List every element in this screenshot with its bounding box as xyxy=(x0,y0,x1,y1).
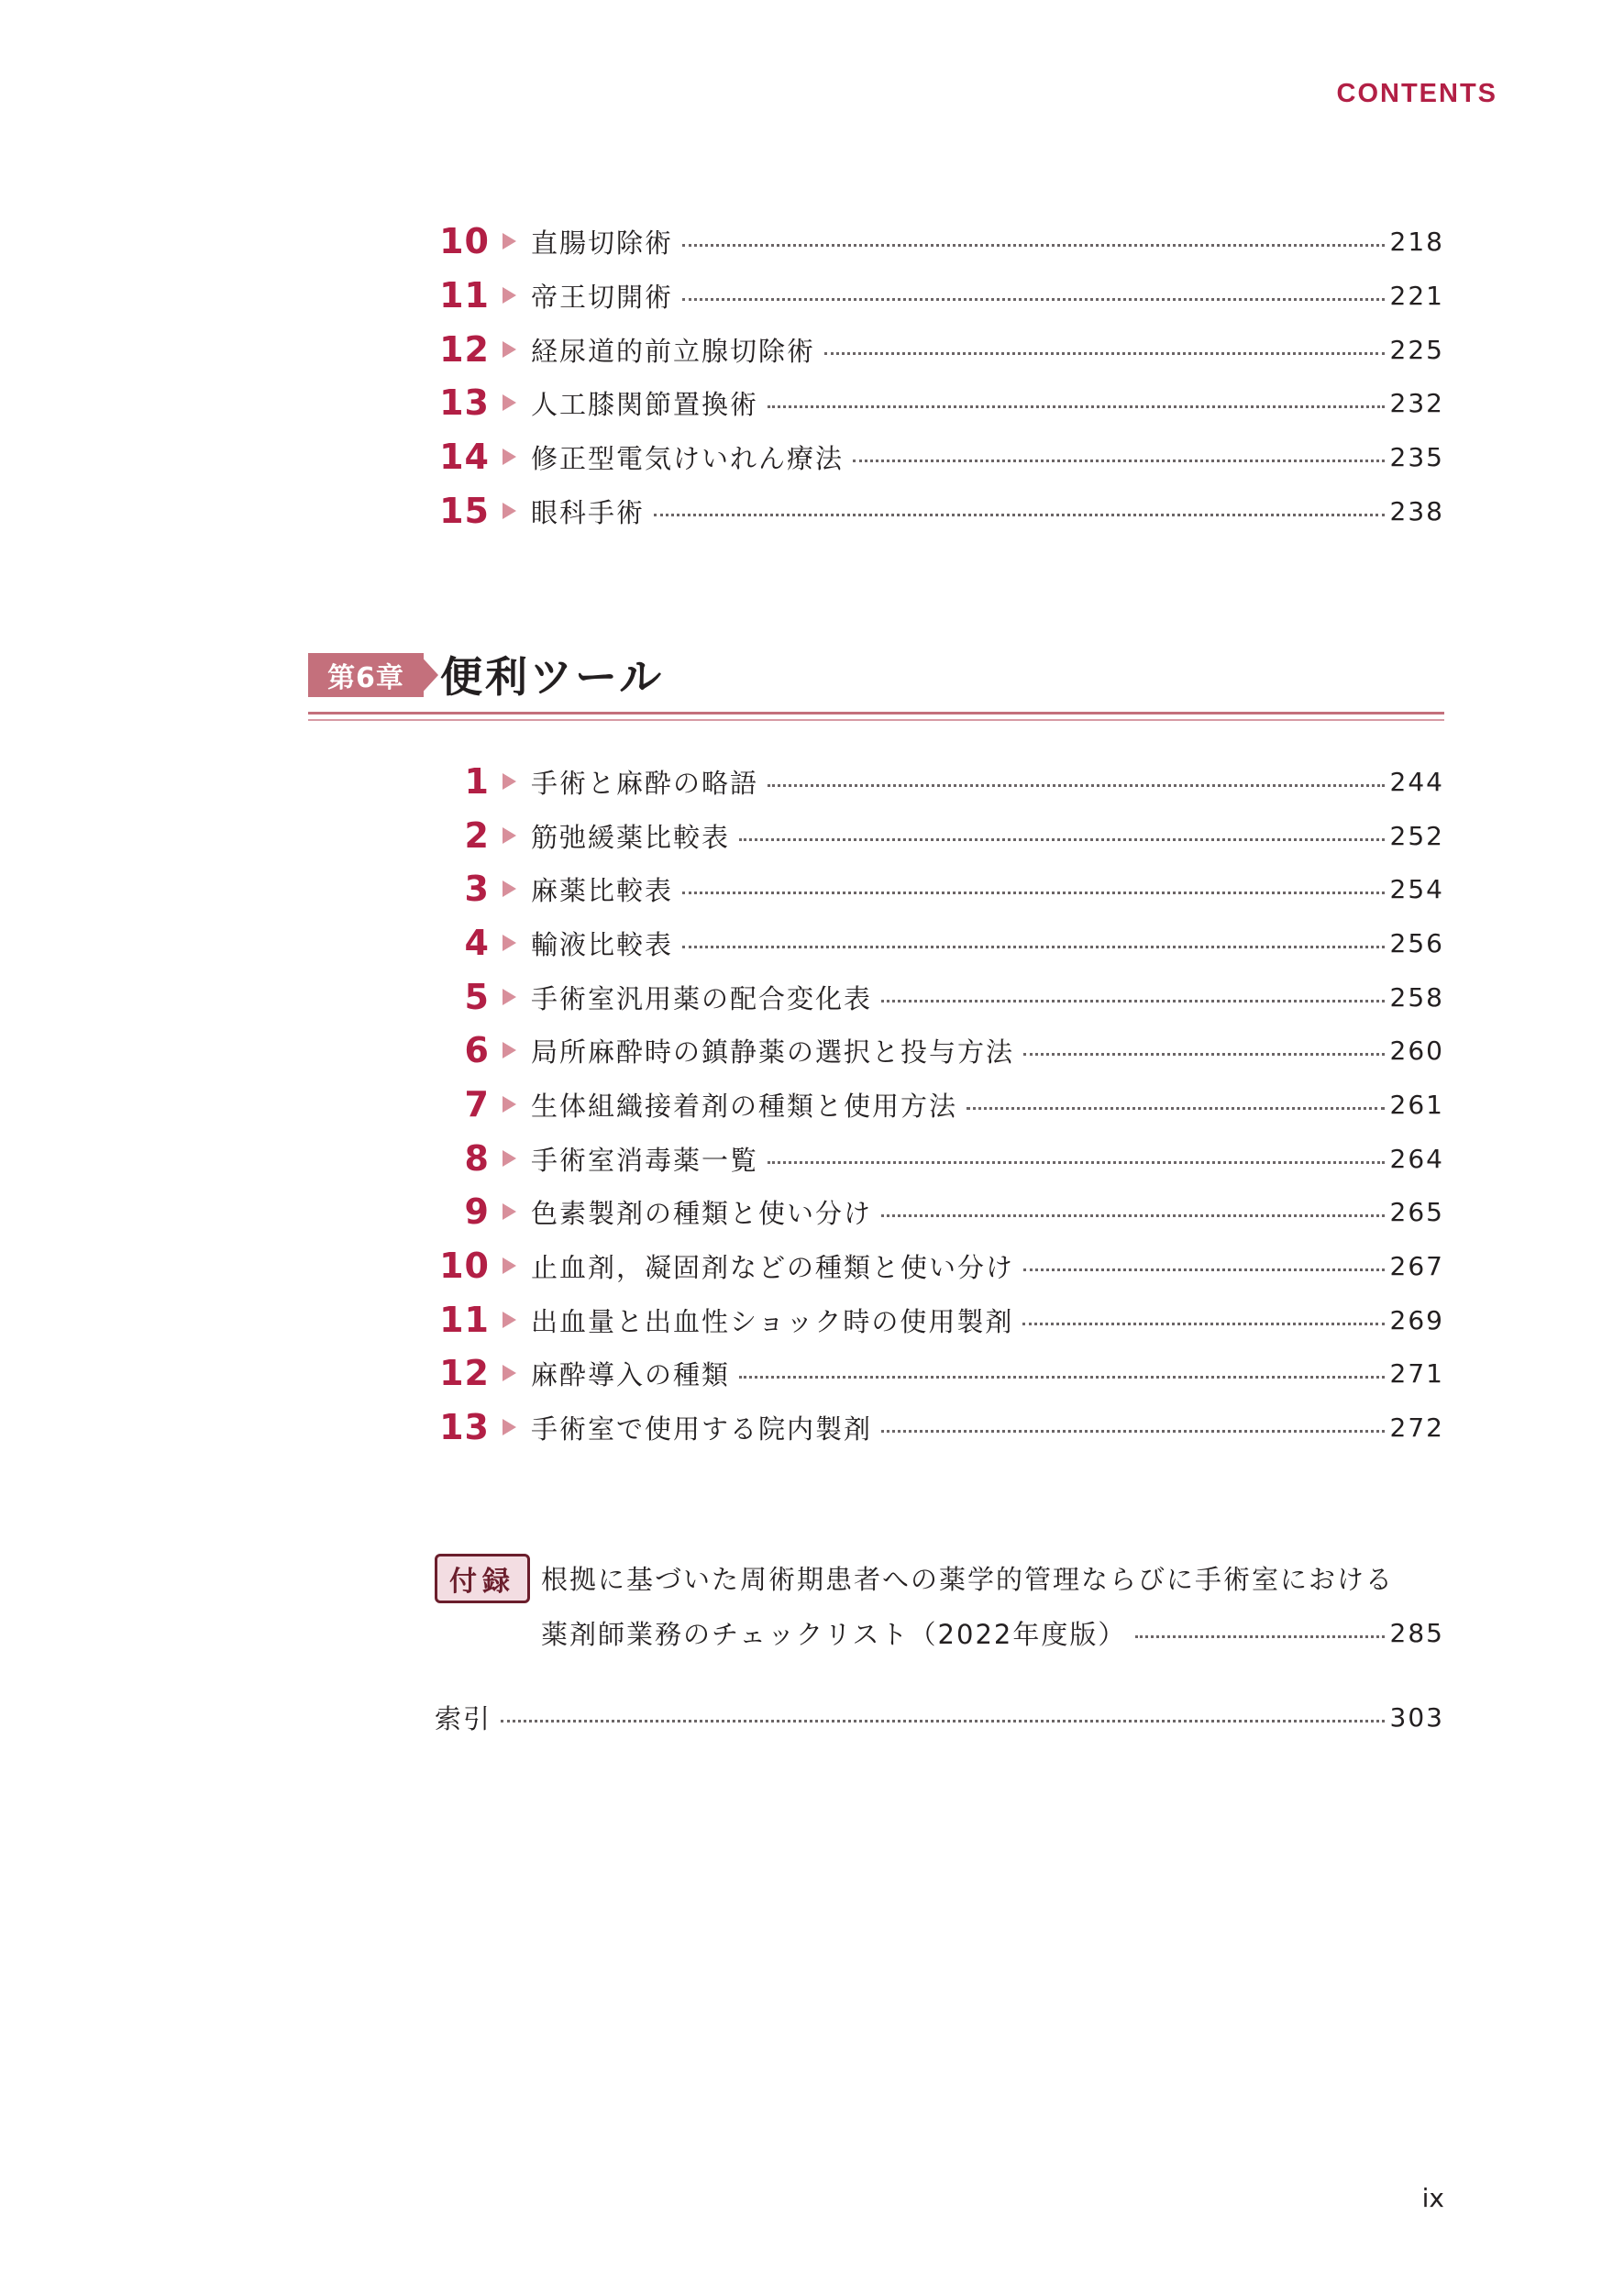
appendix-title-line1[interactable]: 根拠に基づいた周術期患者への薬学的管理ならびに手術室における xyxy=(541,1564,1395,1595)
entry-page: 265 xyxy=(1389,1196,1444,1227)
arrow-icon xyxy=(503,1419,516,1435)
entry-page: 303 xyxy=(1389,1701,1444,1733)
dot-leader xyxy=(682,946,1385,948)
arrow-icon xyxy=(503,1042,516,1058)
entry-page: 221 xyxy=(1389,280,1444,311)
arrow-icon xyxy=(503,1312,516,1328)
entry-title: 筋弛緩薬比較表 xyxy=(531,821,731,853)
entry-number: 12 xyxy=(439,329,490,370)
entry-page: 256 xyxy=(1389,927,1444,958)
entry-title: 修正型電気けいれん療法 xyxy=(531,442,845,474)
entry-page: 218 xyxy=(1389,226,1444,257)
toc-entry[interactable] xyxy=(438,1187,1444,1236)
toc-entry[interactable] xyxy=(438,271,1444,320)
dot-leader xyxy=(768,405,1385,408)
entry-page: 244 xyxy=(1389,766,1444,797)
toc-entry[interactable] xyxy=(438,325,1444,374)
entry-title: 麻薬比較表 xyxy=(531,874,674,906)
toc-entry[interactable] xyxy=(438,1348,1444,1398)
dot-leader xyxy=(768,784,1385,787)
entry-page: 232 xyxy=(1389,387,1444,418)
dot-leader xyxy=(881,1430,1385,1433)
entry-number: 11 xyxy=(439,275,490,316)
arrow-icon xyxy=(503,881,516,897)
dot-leader xyxy=(768,1161,1385,1164)
arrow-icon xyxy=(503,503,516,519)
entry-number: 7 xyxy=(464,1084,490,1124)
arrow-icon xyxy=(503,1096,516,1113)
dot-leader xyxy=(1023,1268,1385,1271)
entry-title: 手術室消毒薬一覧 xyxy=(531,1144,759,1176)
arrow-icon xyxy=(503,935,516,951)
page-number: ix xyxy=(1421,2183,1444,2213)
dot-leader xyxy=(739,1376,1385,1379)
dot-leader xyxy=(881,1214,1385,1217)
entry-number: 5 xyxy=(464,977,490,1017)
entry-title: 手術室汎用薬の配合変化表 xyxy=(531,982,873,1014)
dot-leader xyxy=(682,298,1385,301)
entry-page: 285 xyxy=(1389,1617,1444,1648)
arrow-icon xyxy=(503,773,516,790)
entry-page: 252 xyxy=(1389,820,1444,851)
entry-page: 267 xyxy=(1389,1250,1444,1281)
entry-title: 眼科手術 xyxy=(531,496,646,528)
arrow-icon xyxy=(503,1365,516,1381)
entry-page: 264 xyxy=(1389,1143,1444,1174)
dot-leader xyxy=(1135,1635,1384,1638)
entry-title: 帝王切開術 xyxy=(531,281,674,313)
entry-page: 272 xyxy=(1389,1412,1444,1443)
entry-title: 麻酔導入の種類 xyxy=(531,1358,731,1390)
arrow-icon xyxy=(503,827,516,844)
index-entry[interactable] xyxy=(435,1692,1444,1742)
entry-title: 手術室で使用する院内製剤 xyxy=(531,1412,873,1445)
entry-page: 254 xyxy=(1389,873,1444,904)
toc-entry[interactable] xyxy=(438,1241,1444,1291)
arrow-icon xyxy=(503,449,516,465)
dot-leader xyxy=(1023,1053,1385,1056)
entry-title: 経尿道的前立腺切除術 xyxy=(531,335,816,367)
toc-entry[interactable] xyxy=(438,1080,1444,1129)
entry-title: 輸液比較表 xyxy=(531,928,674,960)
entry-title: 出血量と出血性ショック時の使用製剤 xyxy=(531,1305,1014,1337)
entry-number: 3 xyxy=(464,869,490,909)
dot-leader xyxy=(967,1107,1385,1110)
entry-page: 235 xyxy=(1389,441,1444,472)
toc-entry[interactable] xyxy=(438,1025,1444,1075)
entry-title: 直腸切除術 xyxy=(531,227,674,259)
dot-leader xyxy=(824,352,1385,355)
dot-leader xyxy=(853,460,1385,462)
toc-entry[interactable] xyxy=(438,1295,1444,1345)
entry-number: 9 xyxy=(464,1191,490,1232)
entry-number: 13 xyxy=(439,1407,490,1447)
entry-title: 止血剤，凝固剤などの種類と使い分け xyxy=(531,1251,1015,1283)
entry-page: 260 xyxy=(1389,1035,1444,1066)
entry-title: 手術と麻酔の略語 xyxy=(531,767,759,799)
toc-entry[interactable] xyxy=(438,378,1444,427)
entry-number: 1 xyxy=(464,761,490,802)
arrow-icon xyxy=(503,341,516,358)
entry-number: 2 xyxy=(464,815,490,856)
dot-leader xyxy=(682,892,1385,894)
toc-entry[interactable] xyxy=(438,1134,1444,1183)
chapter-badge: 第6章 xyxy=(308,653,424,697)
toc-entry[interactable] xyxy=(438,918,1444,968)
entry-page: 238 xyxy=(1389,495,1444,526)
arrow-icon xyxy=(503,1203,516,1220)
toc-entry[interactable] xyxy=(438,1402,1444,1452)
dot-leader xyxy=(739,838,1385,841)
entry-number: 6 xyxy=(464,1030,490,1070)
arrow-icon xyxy=(503,233,516,249)
toc-entry[interactable] xyxy=(438,757,1444,806)
toc-entry[interactable] xyxy=(438,864,1444,914)
arrow-icon xyxy=(503,989,516,1005)
entry-page: 269 xyxy=(1389,1304,1444,1335)
dot-leader xyxy=(501,1720,1385,1723)
toc-entry[interactable] xyxy=(438,972,1444,1022)
entry-page: 261 xyxy=(1389,1089,1444,1120)
entry-title: 生体組織接着剤の種類と使用方法 xyxy=(531,1090,958,1122)
entry-number: 15 xyxy=(439,491,490,531)
arrow-icon xyxy=(503,394,516,411)
chapter-badge-wedge xyxy=(418,653,438,697)
dot-leader xyxy=(682,244,1385,247)
appendix-entry[interactable] xyxy=(541,1608,1444,1657)
entry-number: 13 xyxy=(439,382,490,423)
entry-number: 14 xyxy=(439,437,490,477)
chapter-title: 便利ツール xyxy=(440,652,665,702)
dot-leader xyxy=(654,514,1385,516)
toc-entry[interactable] xyxy=(438,432,1444,482)
chapter-rule xyxy=(308,712,1444,714)
entry-number: 4 xyxy=(464,923,490,963)
entry-title: 人工膝関節置換術 xyxy=(531,388,759,420)
dot-leader xyxy=(1022,1323,1384,1325)
chapter-rule xyxy=(308,719,1444,721)
entry-number: 10 xyxy=(439,1246,490,1286)
arrow-icon xyxy=(503,1150,516,1167)
dot-leader xyxy=(881,1000,1385,1002)
entry-number: 10 xyxy=(439,221,490,261)
entry-number: 11 xyxy=(439,1300,490,1340)
entry-number: 8 xyxy=(464,1138,490,1179)
entry-page: 271 xyxy=(1389,1357,1444,1389)
entry-title: 局所麻酔時の鎮静薬の選択と投与方法 xyxy=(531,1036,1015,1068)
entry-title: 色素製剤の種類と使い分け xyxy=(531,1197,873,1229)
appendix-title-line2: 薬剤師業務のチェックリスト（2022年度版） xyxy=(541,1618,1127,1650)
toc-entry[interactable] xyxy=(438,486,1444,536)
arrow-icon xyxy=(503,1257,516,1274)
running-head: CONTENTS xyxy=(1336,79,1497,108)
arrow-icon xyxy=(503,287,516,304)
appendix-badge: 付録 xyxy=(435,1554,530,1603)
index-title: 索引 xyxy=(435,1702,492,1734)
entry-page: 225 xyxy=(1389,334,1444,365)
toc-entry[interactable] xyxy=(438,811,1444,860)
entry-page: 258 xyxy=(1389,981,1444,1013)
toc-entry[interactable] xyxy=(438,216,1444,266)
entry-number: 12 xyxy=(439,1353,490,1393)
